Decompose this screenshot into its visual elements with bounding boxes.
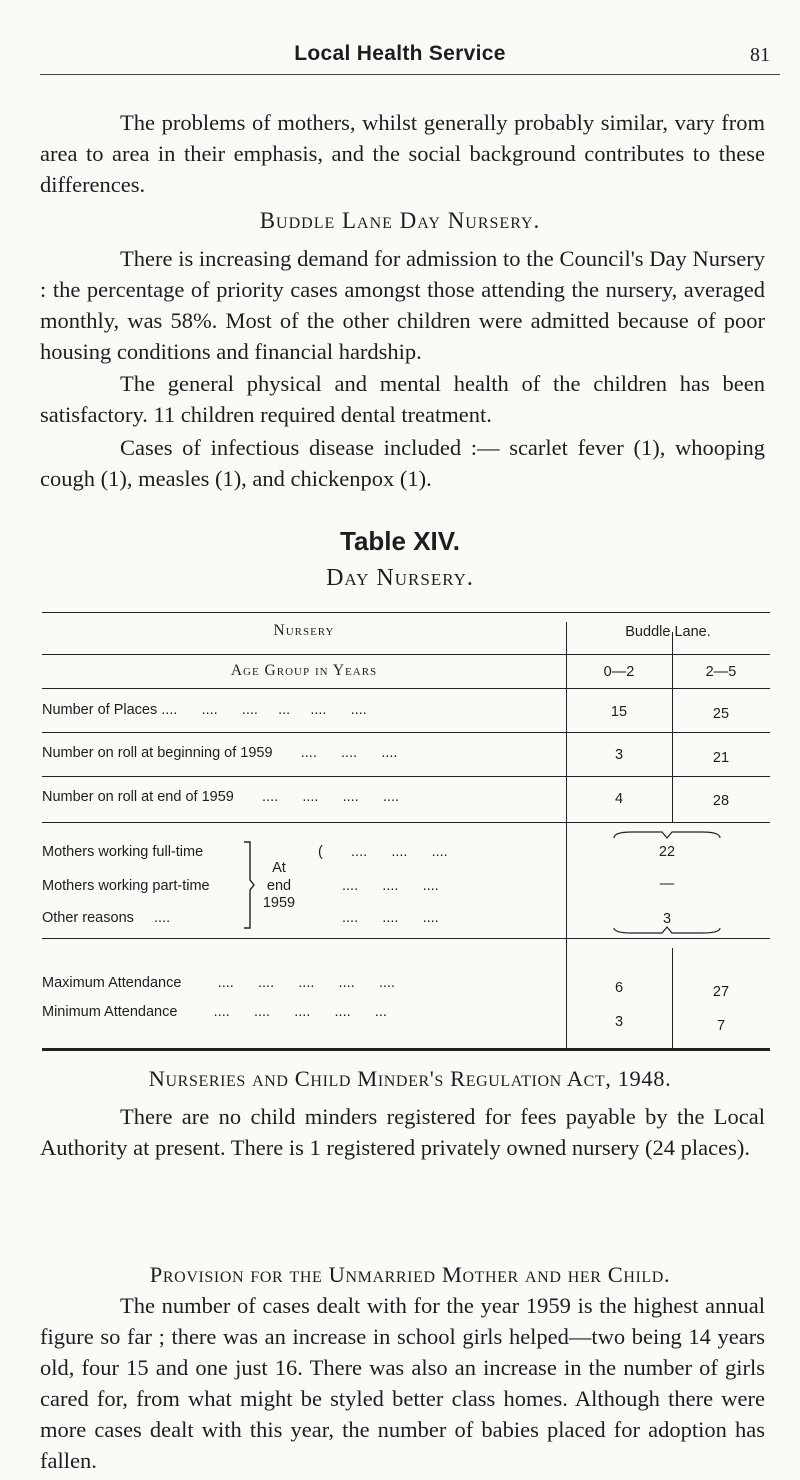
max-attendance-label: Maximum Attendance .... .... .... .... ....	[42, 975, 395, 991]
table-rule	[42, 654, 770, 655]
mothers-full-time-label: Mothers working full-time	[42, 844, 204, 860]
table-label: Table XIV.	[340, 526, 460, 556]
min-attendance-2-5: 7	[716, 1018, 726, 1034]
mothers-part-time-label: Mothers working part-time	[42, 878, 210, 894]
mothers-full-time-value: 22	[658, 844, 676, 860]
unmarried-mother-paragraph: The number of cases dealt with for the year 1959 is the highest annual figure so far ; there was an increase in school girls helped—two being 14 years old, four 15 and one just 16. There was also an increase in the number of girls cared for, from what might be styled better class homes. Although there were more cases dealt with this year, the number of babies placed for adoption has fallen.	[40, 1293, 765, 1473]
max-attendance-2-5: 27	[712, 984, 730, 1000]
bracket-end: end	[266, 878, 292, 894]
table-rule	[42, 822, 770, 823]
row-value: 25	[712, 706, 730, 722]
row-value: 15	[610, 704, 628, 720]
buddle-paragraph-3: Cases of infectious disease included :— scarlet fever (1), whooping cough (1), measles (1), and chickenpox (1).	[40, 435, 765, 491]
table-top-rule	[42, 612, 770, 613]
table-rule	[42, 688, 770, 689]
mothers-part-time-value: —	[659, 876, 675, 892]
row-value: 3	[614, 747, 624, 763]
table-rule	[42, 938, 770, 939]
other-reasons-label: Other reasons ....	[42, 910, 171, 926]
row-leader-dots: .... .... ....	[342, 878, 439, 894]
unmarried-mother-heading: Provision for the Unmarried Mother and her Child.	[149, 1262, 671, 1287]
header-buddle-lane: Buddle Lane.	[625, 624, 711, 640]
other-reasons-value: 3	[662, 911, 672, 927]
buddle-lane-heading: Buddle Lane Day Nursery.	[259, 208, 541, 233]
table-rule	[42, 732, 770, 733]
day-nursery-table	[42, 612, 770, 1052]
bracket-at: At	[272, 860, 286, 876]
nurseries-paragraph: There are no child minders registered for fees payable by the Local Authority at present. There is 1 registered privately owned nursery (24 places).	[40, 1104, 765, 1160]
table-bottom-rule	[42, 1048, 770, 1051]
row-value: 21	[712, 750, 730, 766]
age-group-label: Age Group in Years	[230, 662, 378, 679]
page-number: 81	[750, 44, 770, 66]
min-attendance-label: Minimum Attendance .... .... .... .... ...	[42, 1004, 387, 1020]
age-group-2-5: 2—5	[705, 664, 737, 680]
row-label-places: Number of Places .... .... .... ... .... ....	[42, 702, 367, 718]
row-leader-dots: .... .... ....	[342, 910, 439, 926]
min-attendance-0-2: 3	[614, 1014, 624, 1030]
age-group-0-2: 0—2	[603, 664, 635, 680]
bracket-year: 1959	[262, 895, 296, 911]
max-attendance-0-2: 6	[614, 980, 624, 996]
row-value: 4	[614, 791, 624, 807]
intro-paragraph: The problems of mothers, whilst generally probably similar, vary from area to area in their emphasis, and the social background contributes to these differences.	[40, 110, 765, 197]
table-title: Day Nursery.	[326, 565, 474, 591]
header-rule	[40, 74, 780, 75]
row-label-roll-end: Number on roll at end of 1959 .... .... .... ....	[42, 789, 400, 805]
top-brace	[612, 828, 722, 842]
buddle-paragraph-1: There is increasing demand for admission to the Council's Day Nursery : the percentage of priority cases amongst those attending the nursery, averaged monthly, was 58%. Most of the other children were admitted because of poor housing conditions and financial hardship.	[40, 246, 765, 364]
nurseries-act-heading: Nurseries and Child Minder's Regulation Act, 1948.	[148, 1066, 672, 1091]
row-leader-dots: ( .... .... ....	[318, 844, 448, 860]
table-rule	[42, 776, 770, 777]
row-value: 28	[712, 793, 730, 809]
page-header-title: Local Health Service	[294, 42, 506, 65]
bottom-brace	[612, 924, 722, 936]
buddle-paragraph-2: The general physical and mental health of the children has been satisfactory. 11 children required dental treatment.	[40, 371, 765, 427]
row-label-roll-beginning: Number on roll at beginning of 1959 .... .... ....	[42, 745, 398, 761]
header-nursery: Nursery	[273, 622, 335, 639]
